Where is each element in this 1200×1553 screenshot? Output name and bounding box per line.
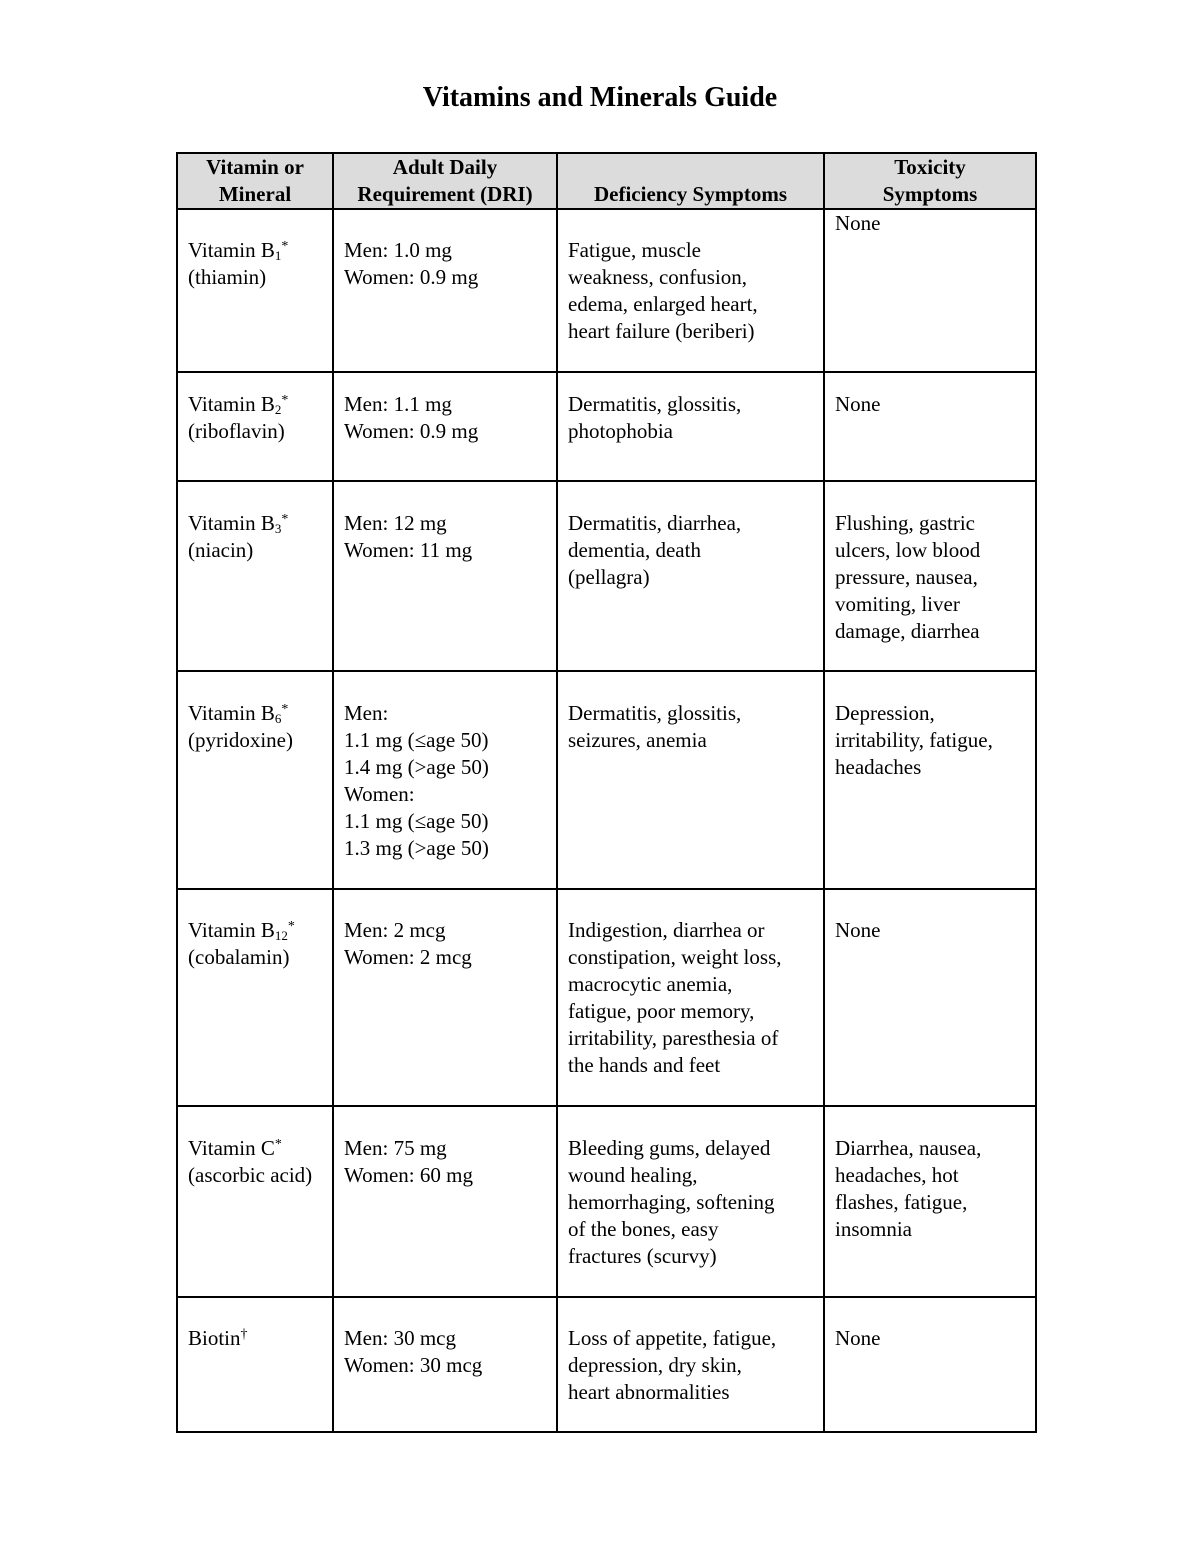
vitamin-subscript: 12 (274, 928, 288, 943)
vitamin-alt-name: (riboflavin) (188, 419, 285, 443)
deficiency-cell (557, 1297, 824, 1432)
vitamin-name (188, 391, 322, 418)
deficiency-line: Dermatitis, glossitis, (568, 392, 742, 416)
dri-line: Men: 2 mcg (344, 918, 446, 942)
toxicity-line: None (835, 211, 881, 235)
dri-line: 1.1 mg (≤age 50) (344, 809, 489, 833)
toxicity-line: ulcers, low blood (835, 538, 981, 562)
vitamin-alt-name: (niacin) (188, 538, 254, 562)
header-line: Vitamin or (206, 155, 304, 179)
deficiency-cell (557, 1106, 824, 1297)
deficiency-line: Loss of appetite, fatigue, (568, 1326, 777, 1350)
dri-line: 1.3 mg (>age 50) (344, 836, 489, 860)
table-row (177, 671, 1036, 889)
header-row (177, 153, 1036, 209)
vitamin-alt-name: (thiamin) (188, 265, 267, 289)
dri-cell (333, 889, 557, 1106)
header-adult-daily-requirement (333, 153, 557, 209)
header-toxicity-symptoms (824, 153, 1036, 209)
table-row (177, 1106, 1036, 1297)
dri-line: Women: 0.9 mg (344, 265, 479, 289)
deficiency-line: Bleeding gums, delayed (568, 1136, 771, 1160)
deficiency-line: constipation, weight loss, (568, 945, 782, 969)
page-title: Vitamins and Minerals Guide (422, 82, 778, 113)
toxicity-line: Flushing, gastric (835, 511, 975, 535)
vitamin-name-cell (177, 889, 333, 1106)
toxicity-cell (824, 209, 1036, 372)
vitamin-name-text: Vitamin B (188, 701, 275, 725)
deficiency-line: hemorrhaging, softening (568, 1190, 775, 1214)
toxicity-cell (824, 889, 1036, 1106)
footnote-mark: * (287, 919, 295, 934)
dri-line: Men: 75 mg (344, 1136, 447, 1160)
footnote-mark: * (281, 512, 289, 527)
deficiency-line: dementia, death (568, 538, 701, 562)
header-line: Mineral (218, 182, 292, 206)
vitamin-alt-name: (pyridoxine) (188, 728, 293, 752)
dri-line: Men: 1.1 mg (344, 392, 452, 416)
dri-cell (333, 1297, 557, 1432)
deficiency-line: fractures (scurvy) (568, 1244, 717, 1268)
deficiency-line: Fatigue, muscle (568, 238, 701, 262)
vitamin-name (188, 1325, 322, 1352)
vitamin-name-cell (177, 481, 333, 671)
table-row (177, 209, 1036, 372)
toxicity-cell (824, 1106, 1036, 1297)
toxicity-line: None (835, 392, 881, 416)
dri-cell (333, 481, 557, 671)
deficiency-line: irritability, paresthesia of (568, 1026, 779, 1050)
toxicity-cell (824, 481, 1036, 671)
dri-line: Men: (344, 701, 389, 725)
dri-cell (333, 671, 557, 889)
vitamin-name-text: Vitamin B (188, 392, 275, 416)
vitamin-name-cell (177, 671, 333, 889)
deficiency-cell (557, 481, 824, 671)
vitamin-alt-name: (ascorbic acid) (188, 1163, 313, 1187)
dri-line: Women: 30 mcg (344, 1353, 483, 1377)
deficiency-line: Dermatitis, diarrhea, (568, 511, 742, 535)
deficiency-line: fatigue, poor memory, (568, 999, 755, 1023)
deficiency-line: macrocytic anemia, (568, 972, 733, 996)
toxicity-line: damage, diarrhea (835, 619, 980, 643)
dri-cell (333, 1106, 557, 1297)
table-row (177, 1297, 1036, 1432)
footnote-mark: † (240, 1327, 248, 1342)
vitamin-name-cell (177, 209, 333, 372)
deficiency-line: of the bones, easy (568, 1217, 719, 1241)
vitamin-name-cell (177, 1297, 333, 1432)
dri-line: Men: 12 mg (344, 511, 447, 535)
vitamin-name-text: Vitamin B (188, 511, 275, 535)
dri-line: Men: 1.0 mg (344, 238, 452, 262)
toxicity-line: irritability, fatigue, (835, 728, 993, 752)
table-row (177, 372, 1036, 481)
table-row (177, 889, 1036, 1106)
toxicity-line: headaches (835, 755, 922, 779)
deficiency-line: Dermatitis, glossitis, (568, 701, 742, 725)
deficiency-cell (557, 372, 824, 481)
vitamin-name-text: Biotin (188, 1326, 241, 1350)
table-row (177, 481, 1036, 671)
header-vitamin-or-mineral (177, 153, 333, 209)
deficiency-line: photophobia (568, 419, 673, 443)
toxicity-line: pressure, nausea, (835, 565, 978, 589)
dri-line: Women: 11 mg (344, 538, 473, 562)
deficiency-line: edema, enlarged heart, (568, 292, 758, 316)
deficiency-line: seizures, anemia (568, 728, 707, 752)
toxicity-cell (824, 1297, 1036, 1432)
dri-line: Women: (344, 782, 415, 806)
header-line: Adult Daily (392, 155, 498, 179)
deficiency-line: weakness, confusion, (568, 265, 748, 289)
deficiency-line: heart abnormalities (568, 1380, 730, 1404)
footnote-mark: * (281, 393, 289, 408)
deficiency-line: wound healing, (568, 1163, 698, 1187)
vitamin-name (188, 917, 322, 944)
vitamin-name (188, 510, 322, 537)
vitamin-subscript: 6 (274, 711, 282, 726)
deficiency-cell (557, 671, 824, 889)
dri-line: Women: 0.9 mg (344, 419, 479, 443)
toxicity-line: Diarrhea, nausea, (835, 1136, 982, 1160)
vitamin-name-cell (177, 1106, 333, 1297)
toxicity-cell (824, 671, 1036, 889)
vitamin-name (188, 237, 322, 264)
footnote-mark: * (281, 702, 289, 717)
toxicity-line: None (835, 1326, 881, 1350)
vitamin-name-text: Vitamin B (188, 238, 275, 262)
header-line: Symptoms (882, 182, 978, 206)
toxicity-line: insomnia (835, 1217, 912, 1241)
toxicity-line: headaches, hot (835, 1163, 959, 1187)
deficiency-cell (557, 209, 824, 372)
toxicity-cell (824, 372, 1036, 481)
vitamin-subscript: 2 (274, 402, 282, 417)
vitamin-subscript: 1 (274, 248, 282, 263)
footnote-mark: * (274, 1137, 282, 1152)
vitamin-name (188, 700, 322, 727)
dri-line: 1.4 mg (>age 50) (344, 755, 489, 779)
header-line: Requirement (DRI) (357, 182, 533, 206)
toxicity-line: vomiting, liver (835, 592, 960, 616)
vitamin-name (188, 1135, 322, 1162)
vitamin-name-cell (177, 372, 333, 481)
deficiency-line: (pellagra) (568, 565, 650, 589)
dri-cell (333, 372, 557, 481)
footnote-mark: * (281, 239, 289, 254)
deficiency-line: the hands and feet (568, 1053, 721, 1077)
dri-line: 1.1 mg (≤age 50) (344, 728, 489, 752)
toxicity-line: Depression, (835, 701, 935, 725)
deficiency-line: depression, dry skin, (568, 1353, 742, 1377)
dri-cell (333, 209, 557, 372)
toxicity-line: None (835, 918, 881, 942)
dri-line: Men: 30 mcg (344, 1326, 456, 1350)
dri-line: Women: 2 mcg (344, 945, 472, 969)
header-line: Toxicity (894, 155, 966, 179)
deficiency-cell (557, 889, 824, 1106)
toxicity-line: flashes, fatigue, (835, 1190, 968, 1214)
vitamin-name-text: Vitamin C (188, 1136, 275, 1160)
dri-line: Women: 60 mg (344, 1163, 473, 1187)
deficiency-line: heart failure (beriberi) (568, 319, 755, 343)
header-deficiency-symptoms (557, 153, 824, 209)
vitamin-name-text: Vitamin B (188, 918, 275, 942)
vitamin-subscript: 3 (274, 521, 282, 536)
vitamins-table (176, 152, 1037, 1433)
vitamin-alt-name: (cobalamin) (188, 945, 290, 969)
header-line: Deficiency Symptoms (593, 182, 788, 206)
deficiency-line: Indigestion, diarrhea or (568, 918, 765, 942)
